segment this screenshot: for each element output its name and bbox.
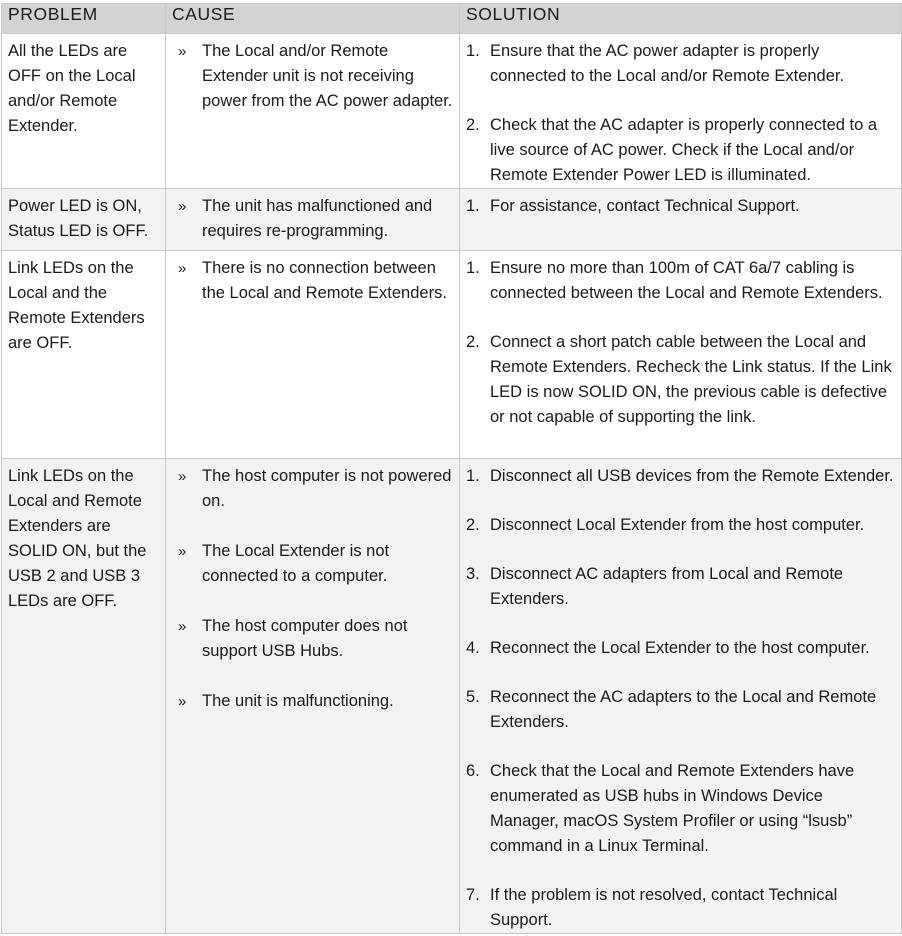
solution-step xyxy=(466,513,895,538)
step-number: 2. xyxy=(466,333,480,351)
bullet-icon: » xyxy=(178,693,187,710)
cause-cell xyxy=(166,34,460,189)
cause-list xyxy=(172,39,453,114)
cause-item xyxy=(172,256,453,306)
step-number: 1. xyxy=(466,197,480,215)
solution-step xyxy=(466,256,895,306)
step-number: 4. xyxy=(466,639,480,657)
solution-text: Ensure that the AC power adapter is properly connected to the Local and/or Remote Extender. xyxy=(490,42,845,85)
bullet-icon: » xyxy=(178,198,187,215)
cause-list xyxy=(172,194,453,244)
table-row xyxy=(2,459,902,934)
solution-step xyxy=(466,636,895,661)
table-row xyxy=(2,251,902,459)
cause-item xyxy=(172,194,453,244)
cause-cell xyxy=(166,459,460,934)
header-solution: SOLUTION xyxy=(460,4,902,34)
header-problem: PROBLEM xyxy=(2,4,166,34)
solution-cell xyxy=(460,459,902,934)
cause-text: The host computer does not support USB Hubs. xyxy=(202,617,408,660)
cause-cell xyxy=(166,251,460,459)
bullet-icon: » xyxy=(178,618,187,635)
cause-item xyxy=(172,614,453,664)
solution-step xyxy=(466,464,895,489)
step-number: 1. xyxy=(466,42,480,60)
solution-step xyxy=(466,685,895,735)
troubleshooting-table xyxy=(1,3,902,934)
cause-item xyxy=(172,39,453,114)
solution-list xyxy=(466,39,895,188)
table-row xyxy=(2,34,902,189)
step-number: 2. xyxy=(466,116,480,134)
solution-text: Reconnect the AC adapters to the Local and Remote Extenders. xyxy=(490,688,877,731)
cause-list xyxy=(172,256,453,306)
solution-step xyxy=(466,39,895,89)
solution-step xyxy=(466,330,895,430)
cause-item xyxy=(172,689,453,714)
solution-step xyxy=(466,113,895,188)
solution-text: Ensure no more than 100m of CAT 6a/7 cabling is connected between the Local and Remote Extenders. xyxy=(490,259,883,302)
solution-text: For assistance, contact Technical Support. xyxy=(490,197,800,215)
solution-cell xyxy=(460,189,902,251)
bullet-icon: » xyxy=(178,260,187,277)
bullet-icon: » xyxy=(178,468,187,485)
solution-list xyxy=(466,256,895,430)
step-number: 3. xyxy=(466,565,480,583)
solution-cell xyxy=(460,251,902,459)
cause-list xyxy=(172,464,453,714)
solution-list xyxy=(466,194,895,219)
cause-text: The Local Extender is not connected to a computer. xyxy=(202,542,390,585)
solution-text: Disconnect AC adapters from Local and Remote Extenders. xyxy=(490,565,844,608)
solution-text: Check that the AC adapter is properly connected to a live source of AC power. Check if the Local and/or Remote Extender Power LED is illuminated. xyxy=(490,116,878,184)
solution-text: Reconnect the Local Extender to the host computer. xyxy=(490,639,870,657)
solution-list xyxy=(466,464,895,933)
cause-text: The unit has malfunctioned and requires re-programming. xyxy=(202,197,433,240)
cause-text: The Local and/or Remote Extender unit is not receiving power from the AC power adapter. xyxy=(202,42,453,110)
step-number: 1. xyxy=(466,259,480,277)
step-number: 7. xyxy=(466,886,480,904)
step-number: 5. xyxy=(466,688,480,706)
cause-item xyxy=(172,539,453,589)
solution-text: Check that the Local and Remote Extenders have enumerated as USB hubs in Windows Device Manager, macOS System Profiler or using “lsusb” command in a Linux Terminal. xyxy=(490,762,855,855)
solution-step xyxy=(466,562,895,612)
step-number: 6. xyxy=(466,762,480,780)
problem-cell: All the LEDs are OFF on the Local and/or Remote Extender. xyxy=(2,34,166,189)
cause-cell xyxy=(166,189,460,251)
step-number: 1. xyxy=(466,467,480,485)
cause-text: The host computer is not powered on. xyxy=(202,467,452,510)
header-row xyxy=(2,4,902,34)
bullet-icon: » xyxy=(178,43,187,60)
solution-step xyxy=(466,759,895,859)
solution-text: Disconnect all USB devices from the Remote Extender. xyxy=(490,467,894,485)
solution-cell xyxy=(460,34,902,189)
solution-text: If the problem is not resolved, contact Technical Support. xyxy=(490,886,838,929)
problem-cell: Link LEDs on the Local and the Remote Extenders are OFF. xyxy=(2,251,166,459)
step-number: 2. xyxy=(466,516,480,534)
solution-step xyxy=(466,883,895,933)
cause-item xyxy=(172,464,453,514)
solution-text: Disconnect Local Extender from the host computer. xyxy=(490,516,865,534)
bullet-icon: » xyxy=(178,543,187,560)
cause-text: The unit is malfunctioning. xyxy=(202,692,394,710)
problem-cell: Power LED is ON, Status LED is OFF. xyxy=(2,189,166,251)
header-cause: CAUSE xyxy=(166,4,460,34)
cause-text: There is no connection between the Local and Remote Extenders. xyxy=(202,259,447,302)
problem-cell: Link LEDs on the Local and Remote Extenders are SOLID ON, but the USB 2 and USB 3 LEDs are OFF. xyxy=(2,459,166,934)
solution-text: Connect a short patch cable between the Local and Remote Extenders. Recheck the Link status. If the Link LED is now SOLID ON, the previous cable is defective or not capable of supporting the link. xyxy=(490,333,892,426)
table-row xyxy=(2,189,902,251)
solution-step xyxy=(466,194,895,219)
